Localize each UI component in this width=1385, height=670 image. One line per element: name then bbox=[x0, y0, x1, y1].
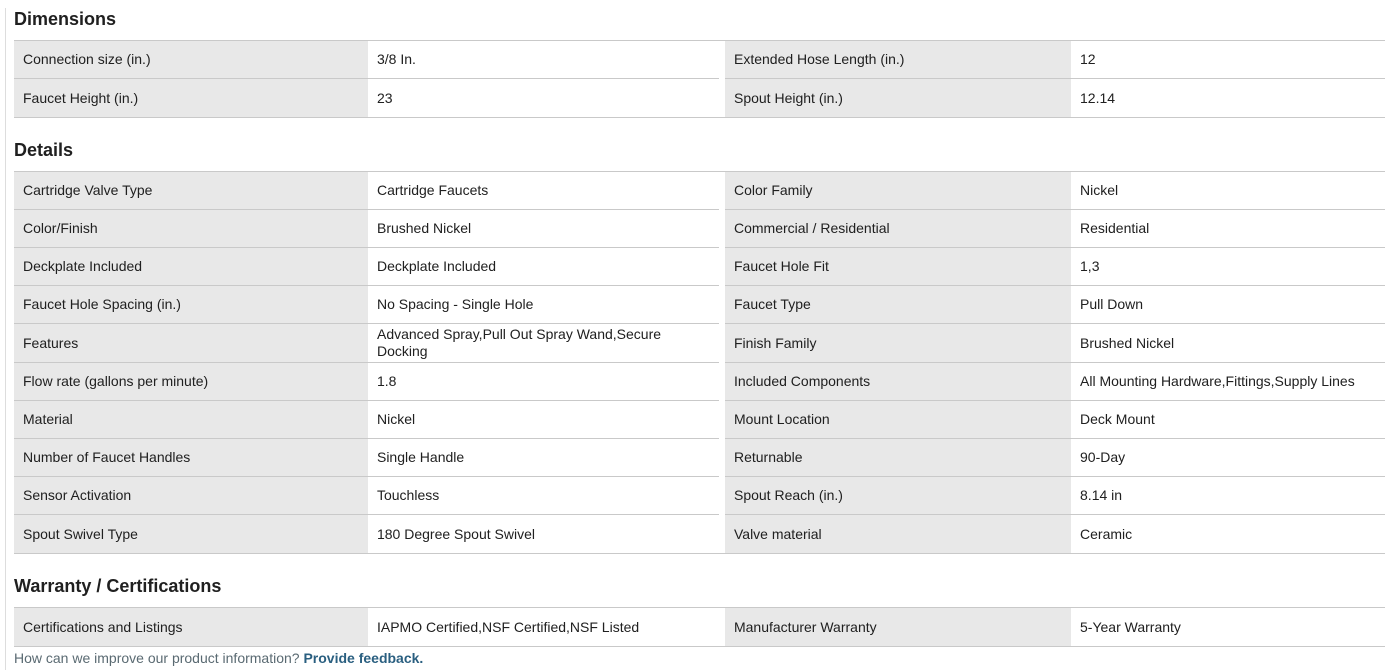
spec-label: Commercial / Residential bbox=[725, 210, 1071, 248]
section-title-warranty: Warranty / Certifications bbox=[14, 576, 222, 596]
spec-label: Material bbox=[14, 401, 368, 439]
section-dimensions bbox=[14, 8, 1385, 118]
spec-value: 3/8 In. bbox=[368, 41, 719, 79]
section-title-details: Details bbox=[14, 140, 74, 160]
spec-value: Nickel bbox=[1071, 172, 1385, 210]
spec-value: No Spacing - Single Hole bbox=[368, 286, 719, 324]
section-warranty-certifications bbox=[14, 575, 1385, 647]
spec-table-details bbox=[14, 171, 1385, 554]
spec-label: Flow rate (gallons per minute) bbox=[14, 363, 368, 401]
spec-value: 1,3 bbox=[1071, 248, 1385, 286]
spec-value: 8.14 in bbox=[1071, 477, 1385, 515]
spec-label: Spout Swivel Type bbox=[14, 515, 368, 553]
section-title-dimensions: Dimensions bbox=[14, 9, 117, 29]
spec-value: Pull Down bbox=[1071, 286, 1385, 324]
spec-value: 1.8 bbox=[368, 363, 719, 401]
spec-label: Number of Faucet Handles bbox=[14, 439, 368, 477]
spec-value: Residential bbox=[1071, 210, 1385, 248]
spec-value: Cartridge Faucets bbox=[368, 172, 719, 210]
spec-label: Certifications and Listings bbox=[14, 608, 368, 646]
spec-value: 90-Day bbox=[1071, 439, 1385, 477]
spec-label: Features bbox=[14, 324, 368, 363]
spec-label: Faucet Height (in.) bbox=[14, 79, 368, 117]
spec-value: Deckplate Included bbox=[368, 248, 719, 286]
spec-value: 12 bbox=[1071, 41, 1385, 79]
spec-label: Faucet Type bbox=[725, 286, 1071, 324]
spec-value: Nickel bbox=[368, 401, 719, 439]
spec-label: Finish Family bbox=[725, 324, 1071, 363]
spec-value: Brushed Nickel bbox=[368, 210, 719, 248]
spec-label: Spout Reach (in.) bbox=[725, 477, 1071, 515]
spec-value: 12.14 bbox=[1080, 89, 1116, 106]
spec-value: Touchless bbox=[368, 477, 719, 515]
spec-value: Single Handle bbox=[368, 439, 719, 477]
section-details bbox=[14, 139, 1385, 554]
product-specifications-page bbox=[0, 8, 1385, 670]
spec-value: 5-Year Warranty bbox=[1080, 618, 1181, 635]
spec-value: 180 Degree Spout Swivel bbox=[376, 525, 535, 542]
spec-table-dimensions bbox=[14, 40, 1385, 118]
spec-label: Extended Hose Length (in.) bbox=[725, 41, 1071, 79]
spec-label: Connection size (in.) bbox=[14, 41, 368, 79]
spec-label: Mount Location bbox=[725, 401, 1071, 439]
spec-label: Deckplate Included bbox=[14, 248, 368, 286]
spec-label: Included Components bbox=[725, 363, 1071, 401]
spec-value: Ceramic bbox=[1080, 525, 1133, 542]
spec-label: Valve material bbox=[725, 515, 1071, 553]
spec-label: Faucet Hole Spacing (in.) bbox=[14, 286, 368, 324]
spec-table-warranty bbox=[14, 607, 1385, 647]
spec-label: Faucet Hole Fit bbox=[725, 248, 1071, 286]
spec-label: Returnable bbox=[725, 439, 1071, 477]
spec-value: 23 bbox=[376, 89, 393, 106]
spec-value: Deck Mount bbox=[1071, 401, 1385, 439]
spec-label: Color/Finish bbox=[14, 210, 368, 248]
spec-label: Cartridge Valve Type bbox=[14, 172, 368, 210]
spec-value: Advanced Spray,Pull Out Spray Wand,Secure Docking bbox=[368, 324, 719, 363]
spec-label: Color Family bbox=[725, 172, 1071, 210]
spec-value: All Mounting Hardware,Fittings,Supply Lines bbox=[1071, 363, 1385, 401]
provide-feedback-link[interactable]: Provide feedback. bbox=[303, 650, 424, 666]
spec-value: IAPMO Certified,NSF Certified,NSF Listed bbox=[376, 618, 640, 635]
feedback-row bbox=[14, 650, 1385, 667]
feedback-question-text: How can we improve our product information? bbox=[14, 650, 300, 666]
spec-label: Sensor Activation bbox=[14, 477, 368, 515]
spec-label: Manufacturer Warranty bbox=[725, 608, 1071, 646]
spec-value: Brushed Nickel bbox=[1071, 324, 1385, 363]
page-edge-divider bbox=[5, 8, 6, 670]
spec-label: Spout Height (in.) bbox=[725, 79, 1071, 117]
